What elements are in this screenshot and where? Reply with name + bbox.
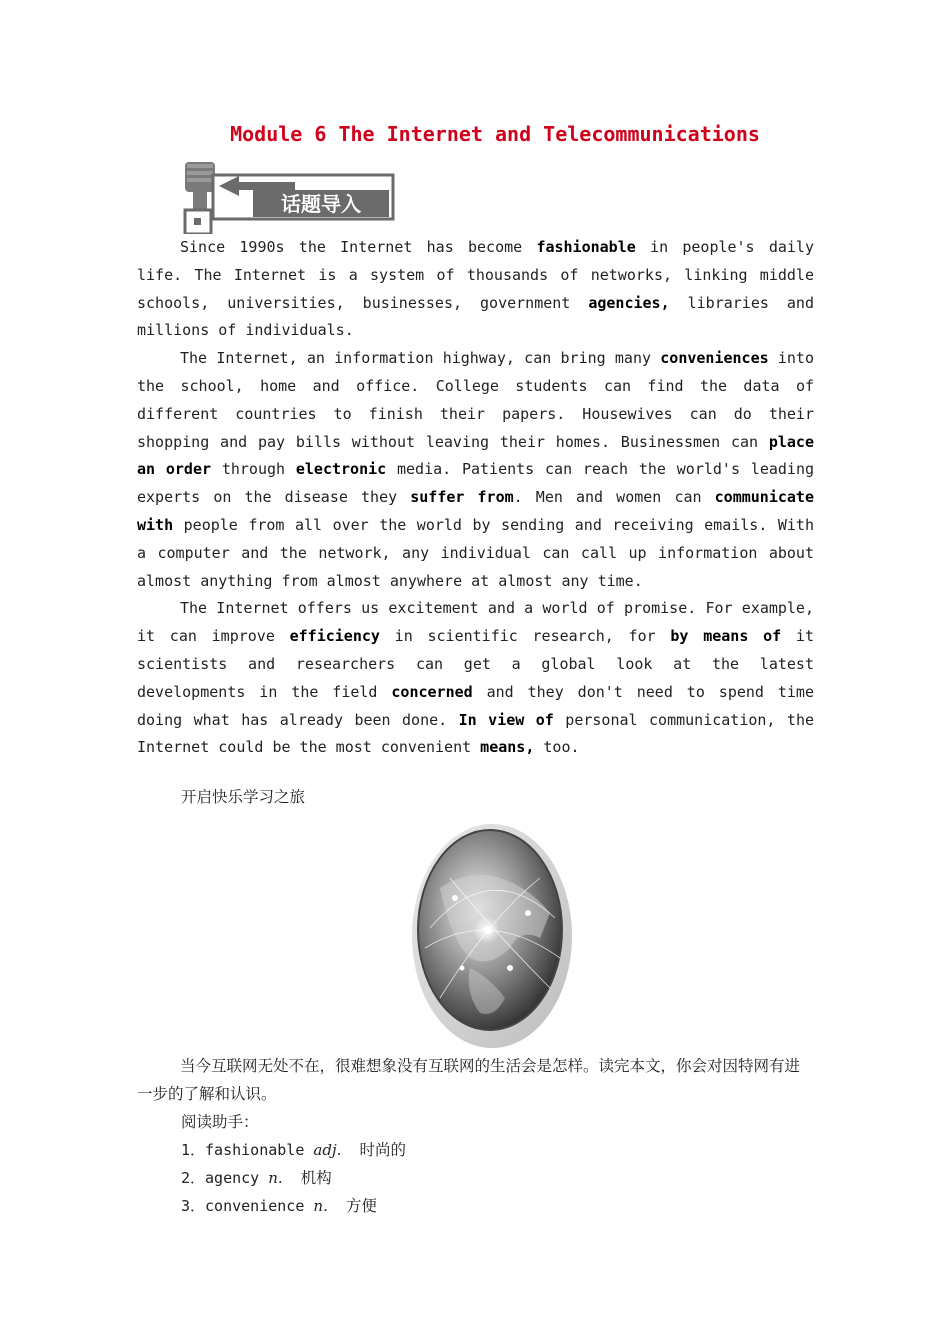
passage-text: too. bbox=[534, 738, 580, 757]
topic-intro-banner bbox=[183, 162, 395, 234]
passage-text: . Men and women can bbox=[513, 488, 715, 507]
key-phrase: communicate with bbox=[137, 488, 814, 534]
key-phrase: means, bbox=[480, 738, 535, 757]
vocab-item bbox=[181, 1136, 406, 1164]
key-phrase: efficiency bbox=[289, 627, 380, 646]
passage-text: libraries and millions of individuals. bbox=[137, 293, 814, 340]
passage-text: Since 1990s the Internet has become bbox=[180, 238, 537, 256]
vocab-meaning: 方便 bbox=[345, 1197, 377, 1215]
passage-text: and they don't need to spend time doing what has already been done. bbox=[137, 682, 814, 729]
passage-text: through bbox=[211, 460, 296, 479]
page-title: Module 6 The Internet and Telecommunications bbox=[230, 122, 760, 146]
key-phrase: electronic bbox=[295, 460, 387, 479]
vocab-item bbox=[181, 1164, 406, 1192]
passage-text: it scientists and researchers can get a global look at the latest developments in the field bbox=[137, 627, 814, 701]
passage-text: The Internet offers us excitement and a world of promise. For example, it can improve bbox=[137, 599, 814, 646]
reading-helper-label: 阅读助手： bbox=[181, 1113, 259, 1131]
vocab-pos: n. bbox=[268, 1169, 283, 1187]
vocab-item bbox=[181, 1192, 406, 1220]
pointing-hand-icon bbox=[185, 162, 215, 234]
chinese-intro-text: 当今互联网无处不在，很难想象没有互联网的生活会是怎样。读完本文，你会对因特网有进一步的了解和认识。 bbox=[137, 1057, 801, 1103]
vocab-list bbox=[181, 1136, 406, 1220]
key-phrase: suffer from bbox=[410, 488, 514, 507]
passage bbox=[137, 234, 814, 762]
passage-text: in people's daily life. The Internet is a system of thousands of networks, linking middle schools, universities, businesses, government bbox=[137, 238, 814, 312]
banner-label: 话题导入 bbox=[281, 192, 361, 216]
vocab-number: 2． bbox=[181, 1169, 206, 1187]
vocab-number: 3． bbox=[181, 1197, 206, 1215]
key-phrase: concerned bbox=[391, 682, 473, 701]
passage-text: in scientific research, for bbox=[379, 627, 671, 646]
globe-network-image bbox=[410, 818, 575, 1050]
vocab-meaning: 机构 bbox=[300, 1169, 332, 1187]
vocab-word: fashionable bbox=[205, 1141, 305, 1159]
vocab-pos: adj. bbox=[313, 1141, 342, 1159]
key-phrase: fashionable bbox=[536, 238, 636, 256]
key-phrase: In view of bbox=[458, 710, 554, 729]
vocab-pos: n. bbox=[313, 1197, 328, 1215]
section-subhead: 开启快乐学习之旅 bbox=[181, 788, 306, 806]
key-phrase: conveniences bbox=[660, 349, 769, 368]
passage-text: The Internet, an information highway, can bring many bbox=[180, 349, 661, 368]
passage-text: into the school, home and office. College students can find the data of different countries to finish their papers. Housewives can do their shopping and pay bills without leaving their homes. Businessmen can bbox=[137, 349, 814, 451]
passage-text: media. Patients can reach the world's leading experts on the disease they bbox=[137, 460, 815, 507]
key-phrase: agencies, bbox=[588, 293, 670, 312]
passage-text: personal communication, the Internet could be the most convenient bbox=[137, 710, 815, 757]
vocab-meaning: 时尚的 bbox=[359, 1141, 406, 1159]
vocab-word: convenience bbox=[205, 1197, 305, 1215]
passage-paragraph bbox=[137, 595, 814, 762]
passage-paragraph bbox=[137, 345, 814, 595]
chinese-intro bbox=[137, 1052, 814, 1108]
key-phrase: by means of bbox=[670, 627, 782, 646]
passage-text: people from all over the world by sending and receiving emails. With a computer and the network, any individual can call up information about almost anything from almost anywhere at almost any time. bbox=[137, 515, 814, 590]
vocab-number: 1． bbox=[181, 1141, 206, 1159]
passage-paragraph bbox=[137, 234, 814, 345]
vocab-word: agency bbox=[205, 1169, 260, 1187]
key-phrase: place an order bbox=[137, 432, 814, 479]
